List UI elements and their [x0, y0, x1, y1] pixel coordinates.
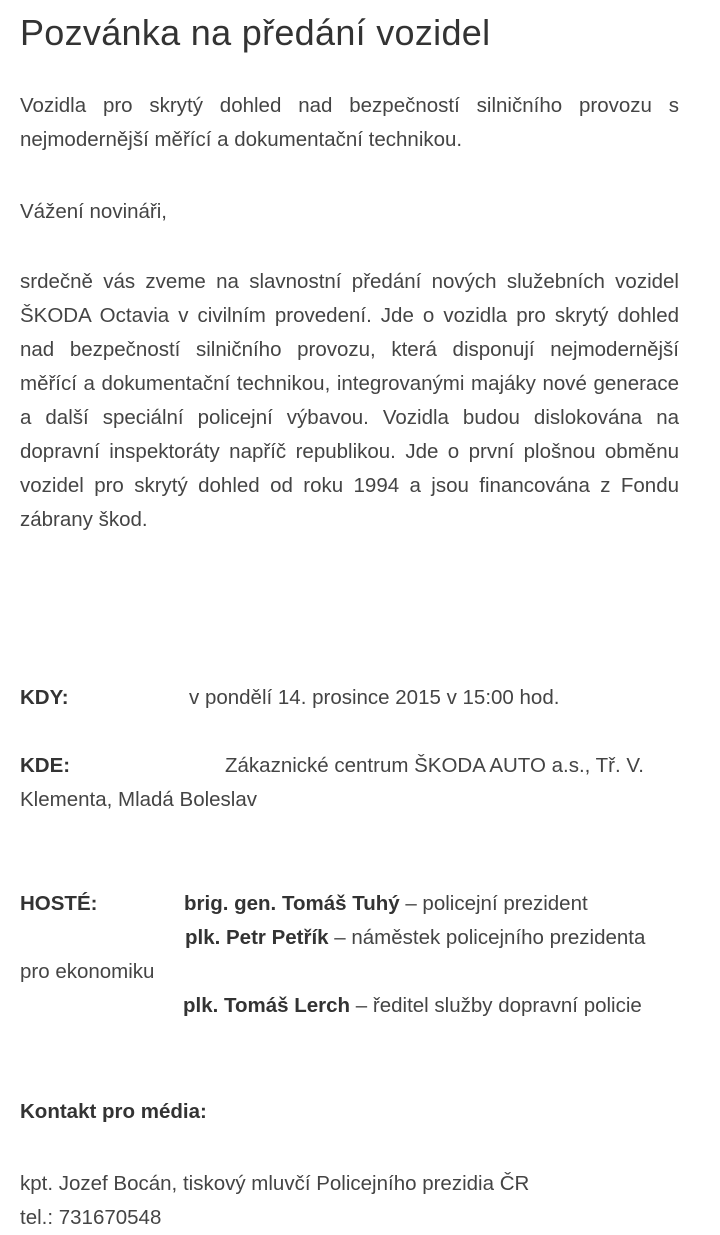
when-label: KDY:: [20, 686, 69, 709]
guests-label: HOSTÉ:: [20, 892, 98, 915]
guest-role: – náměstek policejního prezidenta: [328, 926, 646, 949]
page-title: Pozvánka na předání vozidel: [20, 12, 491, 53]
contact-person: kpt. Jozef Bocán, tiskový mluvčí Policejního prezidia ČR: [20, 1172, 530, 1195]
where-row: [20, 749, 679, 817]
where-value-line2: Klementa, Mladá Boleslav: [20, 788, 258, 811]
guest-item: [183, 989, 642, 1023]
guests-block: [20, 887, 679, 1023]
where-label: KDE:: [20, 754, 71, 777]
when-value: v pondělí 14. prosince 2015 v 15:00 hod.: [189, 686, 560, 709]
guest-item: [185, 921, 645, 955]
lead-paragraph: Vozidla pro skrytý dohled nad bezpečností silničního provozu s nejmodernější měřící a dokumentační technikou.: [20, 94, 679, 151]
guest-name: plk. Tomáš Lerch: [183, 994, 351, 1017]
guest-name: brig. gen. Tomáš Tuhý: [184, 892, 400, 915]
guest-role: – policejní prezident: [399, 892, 588, 915]
guest-item: [184, 887, 588, 921]
guest-role-continuation: pro ekonomiku: [20, 960, 155, 983]
guest-role: – ředitel služby dopravní policie: [350, 994, 642, 1017]
guest-name: plk. Petr Petřík: [185, 926, 329, 949]
where-value-line1: Zákaznické centrum ŠKODA AUTO a.s., Tř. V.: [225, 754, 644, 777]
greeting: Vážení novináři,: [20, 200, 168, 223]
body-paragraph: srdečně vás zveme na slavnostní předání nových služebních vozidel ŠKODA Octavia v civilním provedení. Jde o vozidla pro skrytý dohled nad bezpečností silničního provozu, která disponují nejmodernější měřící a dokumentační technikou, integrovanými majáky nové generace a další speciální policejní výbavou. Vozidla budou dislokována na dopravní inspektoráty napříč republikou. Jde o první plošnou obměnu vozidel pro skrytý dohled od roku 1994 a jsou financována z Fondu zábrany škod.: [20, 270, 679, 531]
contact-heading: Kontakt pro média:: [20, 1100, 207, 1123]
contact-phone: tel.: 731670548: [20, 1206, 162, 1229]
